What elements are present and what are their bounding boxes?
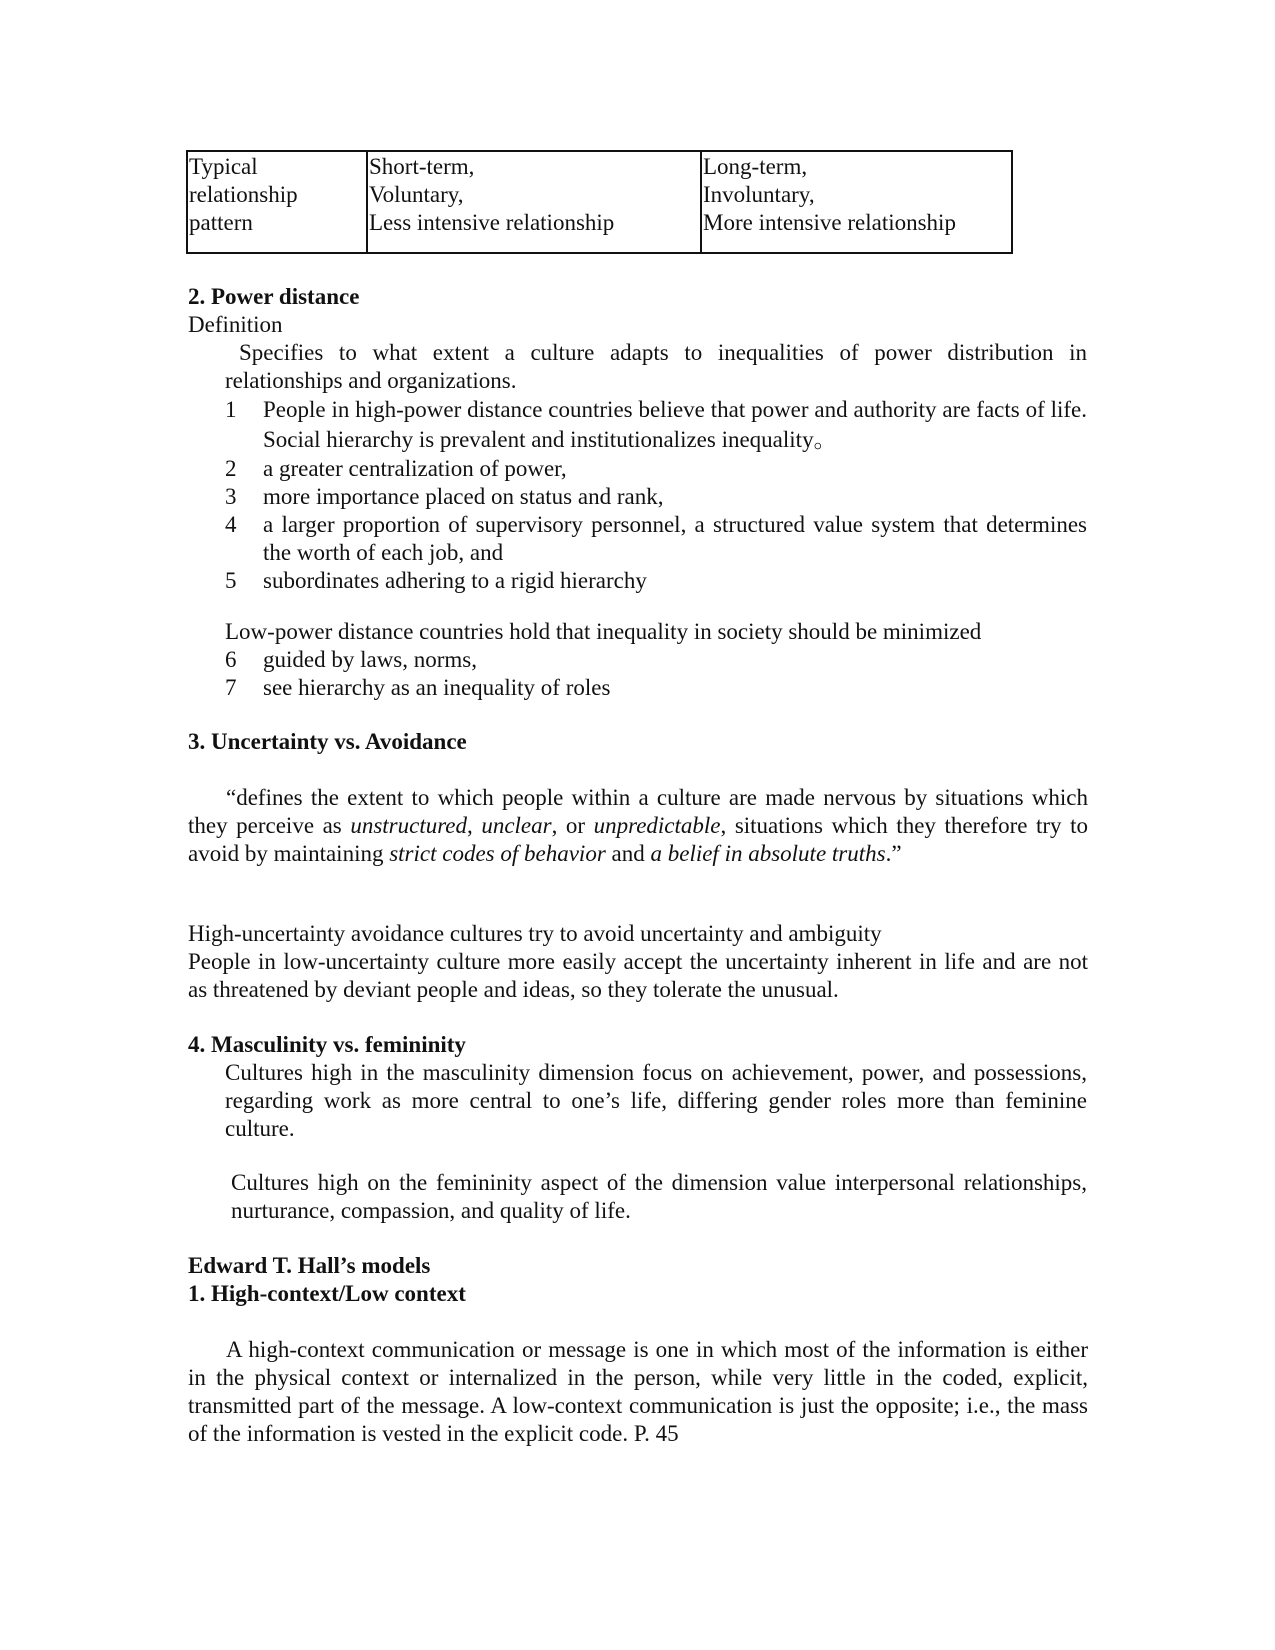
cell-line: Short-term, [369, 154, 475, 179]
high-context-subheading: 1. High-context/Low context [188, 1281, 466, 1306]
list-item [225, 455, 1087, 483]
cell-line: Less intensive relationship [369, 210, 615, 235]
list-text: see hierarchy as an inequality of roles [263, 675, 611, 700]
list-item [225, 567, 1087, 595]
uncertainty-heading: 3. Uncertainty vs. Avoidance [188, 729, 467, 754]
masculinity-paragraph: Cultures high in the masculinity dimension focus on achievement, power, and possessions, regarding work as more central to one’s life, differing gender roles more than feminine culture. [225, 1060, 1087, 1141]
cell-line: More intensive relationship [703, 210, 956, 235]
cell-line: Involuntary, [703, 182, 815, 207]
cell-line: Long-term, [703, 154, 808, 179]
list-item [225, 511, 1087, 567]
list-text: a larger proportion of supervisory personnel, a structured value system that determines the worth of each job, and [263, 512, 1087, 565]
list-text: subordinates adhering to a rigid hierarchy [263, 568, 647, 593]
quote-emphasis: unstructured [350, 813, 468, 838]
quote-text: , [467, 813, 482, 838]
list-text: more importance placed on status and rank, [263, 484, 664, 509]
definition-subheading: Definition [188, 312, 283, 337]
list-item [225, 395, 1087, 455]
quote-text: and [605, 841, 651, 866]
low-power-list [225, 646, 1087, 702]
list-number: 2 [225, 456, 237, 481]
table-cell-label [187, 151, 367, 253]
cell-line: Typical [189, 154, 258, 179]
table-row [187, 151, 1012, 253]
quote-text: “defines the extent to which people within a culture are made nervous by situations which they perceive as [188, 785, 1088, 838]
cell-line: relationship [189, 182, 298, 207]
low-uncertainty-text: People in low-uncertainty culture more easily accept the uncertainty inherent in life and are not as threatened by deviant people and ideas, so they tolerate the unusual. [188, 949, 1088, 1002]
list-item [225, 674, 1087, 702]
high-context-paragraph: A high-context communication or message is one in which most of the information is either in the physical context or internalized in the person, while very little in the coded, explicit, transmitted part of the message. A low-context communication is just the opposite; i.e., the mass of the information is vested in the explicit code. P. 45 [188, 1337, 1088, 1446]
high-power-list [225, 395, 1087, 595]
quote-emphasis: unclear [481, 813, 552, 838]
list-number: 1 [225, 397, 237, 422]
quote-emphasis: a belief in absolute truths [650, 841, 886, 866]
power-distance-definition: Specifies to what extent a culture adapts to inequalities of power distribution in relationships and organizations. [225, 340, 1087, 393]
list-text: People in high-power distance countries believe that power and authority are facts of life. Social hierarchy is prevalent and institutionalizes inequality。 [263, 397, 1087, 452]
list-number: 7 [225, 675, 237, 700]
list-text: guided by laws, norms, [263, 647, 478, 672]
table-cell-short-term [367, 151, 701, 253]
relationship-table [186, 150, 1013, 254]
list-item [225, 483, 1087, 511]
power-distance-heading: 2. Power distance [188, 284, 360, 309]
masculinity-heading: 4. Masculinity vs. femininity [188, 1032, 466, 1057]
femininity-paragraph: Cultures high on the femininity aspect of the dimension value interpersonal relationships, nurturance, compassion, and quality of life. [231, 1170, 1087, 1223]
high-uncertainty-text: High-uncertainty avoidance cultures try to avoid uncertainty and ambiguity [188, 921, 882, 946]
cell-line: pattern [189, 210, 253, 235]
quote-text: .” [885, 841, 902, 866]
list-text: a greater centralization of power, [263, 456, 567, 481]
table-cell-long-term [701, 151, 1012, 253]
hall-heading: Edward T. Hall’s models [188, 1253, 431, 1278]
list-number: 6 [225, 647, 237, 672]
low-power-intro: Low-power distance countries hold that inequality in society should be minimized [225, 619, 982, 644]
list-item [225, 646, 1087, 674]
list-number: 3 [225, 484, 237, 509]
quote-text: , or [551, 813, 594, 838]
cell-line: Voluntary, [369, 182, 464, 207]
quote-emphasis: unpredictable [593, 813, 721, 838]
quote-text: , situations which they therefore try to avoid by maintaining [188, 813, 1088, 866]
list-number: 5 [225, 568, 237, 593]
uncertainty-quote [188, 784, 1088, 868]
quote-emphasis: strict codes of behavior [389, 841, 606, 866]
list-number: 4 [225, 512, 237, 537]
